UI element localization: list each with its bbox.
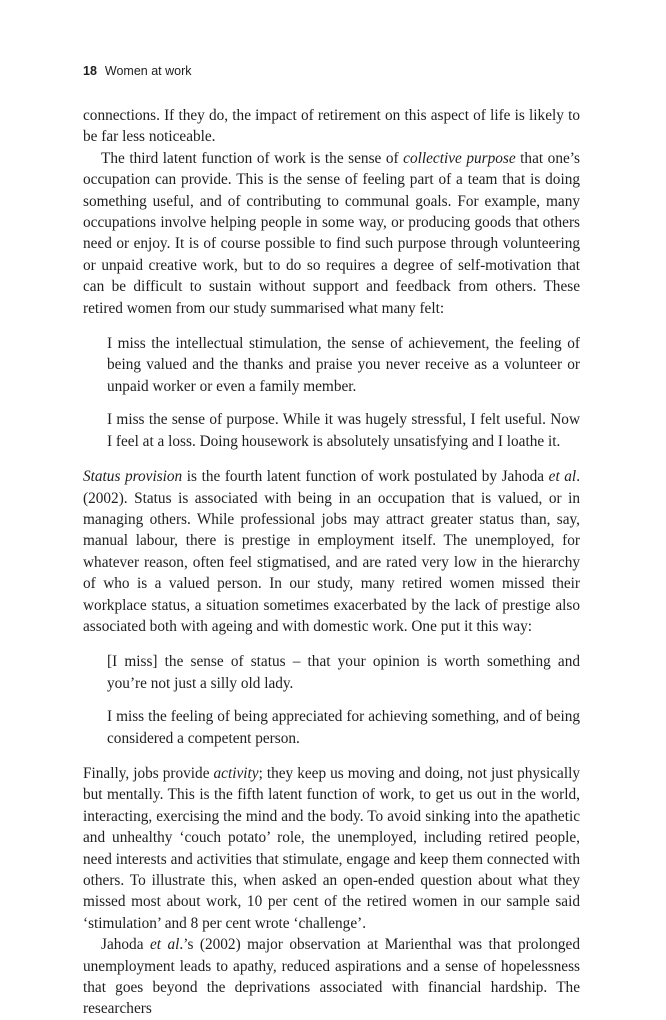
emphasis-term: et al <box>149 936 180 954</box>
paragraph-text: connections. If they do, the impact of retirement on this aspect of life is likely to be far less noticeable. <box>83 107 580 146</box>
emphasis-term: activity <box>213 764 259 782</box>
paragraph-text: Finally, jobs provide <box>83 764 214 782</box>
paragraph-activity <box>83 763 580 934</box>
body-text <box>83 105 580 1020</box>
quote-text: I miss the sense of purpose. While it was hugely stressful, I felt useful. Now I feel at a loss. Doing housework is absolutely unsatisfying and I loathe it. <box>107 411 580 450</box>
paragraph-text: Jahoda <box>101 936 150 954</box>
quote-2 <box>83 409 580 452</box>
paragraph-marienthal <box>83 934 580 1020</box>
paragraph-text: ; they keep us moving and doing, not just physically but mentally. This is the fifth latent function of work, to get us out in the world, interacting, exercising the mind and the body. To avoid sinking into the apathetic and unhealthy ‘couch potato’ role, the unemployed, including retired people, need interests and activities that stimulate, engage and keep them connected with others. To illustrate this, when asked an open-ended question about what they missed most about work, 10 per cent of the retired women in our sample said ‘stimulation’ and 8 per cent wrote ‘challenge’. <box>83 764 580 932</box>
paragraph-status-provision <box>83 466 580 637</box>
running-head <box>83 64 192 78</box>
quote-text: I miss the intellectual stimulation, the sense of achievement, the feeling of being valued and the thanks and praise you never receive as a volunteer or unpaid worker or even a family member. <box>107 335 580 395</box>
paragraph-text: that one’s occupation can provide. This is the sense of feeling part of a team that is doing something useful, and of contributing to communal goals. For example, many occupations involve helping people in some way, or producing goods that others need or enjoy. It is of course possible to find such purpose through volunteering or unpaid creative work, but to do so requires a degree of self-motivation that can be difficult to sustain without support and feedback from others. These retired women from our study summarised what many felt: <box>83 149 580 317</box>
page-number: 18 <box>83 64 97 78</box>
paragraph-continuation <box>83 105 580 148</box>
quote-3 <box>83 651 580 694</box>
emphasis-term: Status provision <box>83 468 183 486</box>
paragraph-collective-purpose <box>83 148 580 319</box>
quote-4 <box>83 706 580 749</box>
emphasis-term: et al <box>548 468 577 486</box>
quote-text: I miss the feeling of being appreciated for achieving something, and of being considered a competent person. <box>107 708 580 747</box>
paragraph-text: . (2002). Status is associated with being in an occupation that is valued, or in managing others. While professional jobs may attract greater status than, say, manual labour, there is prestige in employment itself. The unemployed, for whatever reason, often feel stigmatised, and are rated very low in the hierarchy of who is a valued person. In our study, many retired women missed their workplace status, a situation sometimes exacerbated by the lack of prestige also associated both with ageing and with domestic work. One put it this way: <box>83 468 581 635</box>
running-title: Women at work <box>104 64 192 78</box>
quote-text: [I miss] the sense of status – that your opinion is worth something and you’re not just a silly old lady. <box>107 653 580 692</box>
paragraph-text: .’s (2002) major observation at Marienthal was that prolonged unemployment leads to apathy, reduced aspirations and a sense of hopelessness that goes beyond the deprivations associated with financial hardship. The researchers <box>83 936 580 1018</box>
paragraph-text: is the fourth latent function of work postulated by Jahoda <box>182 468 549 486</box>
paragraph-text: The third latent function of work is the sense of <box>101 149 404 167</box>
quote-1 <box>83 333 580 397</box>
emphasis-term: collective purpose <box>403 149 516 167</box>
